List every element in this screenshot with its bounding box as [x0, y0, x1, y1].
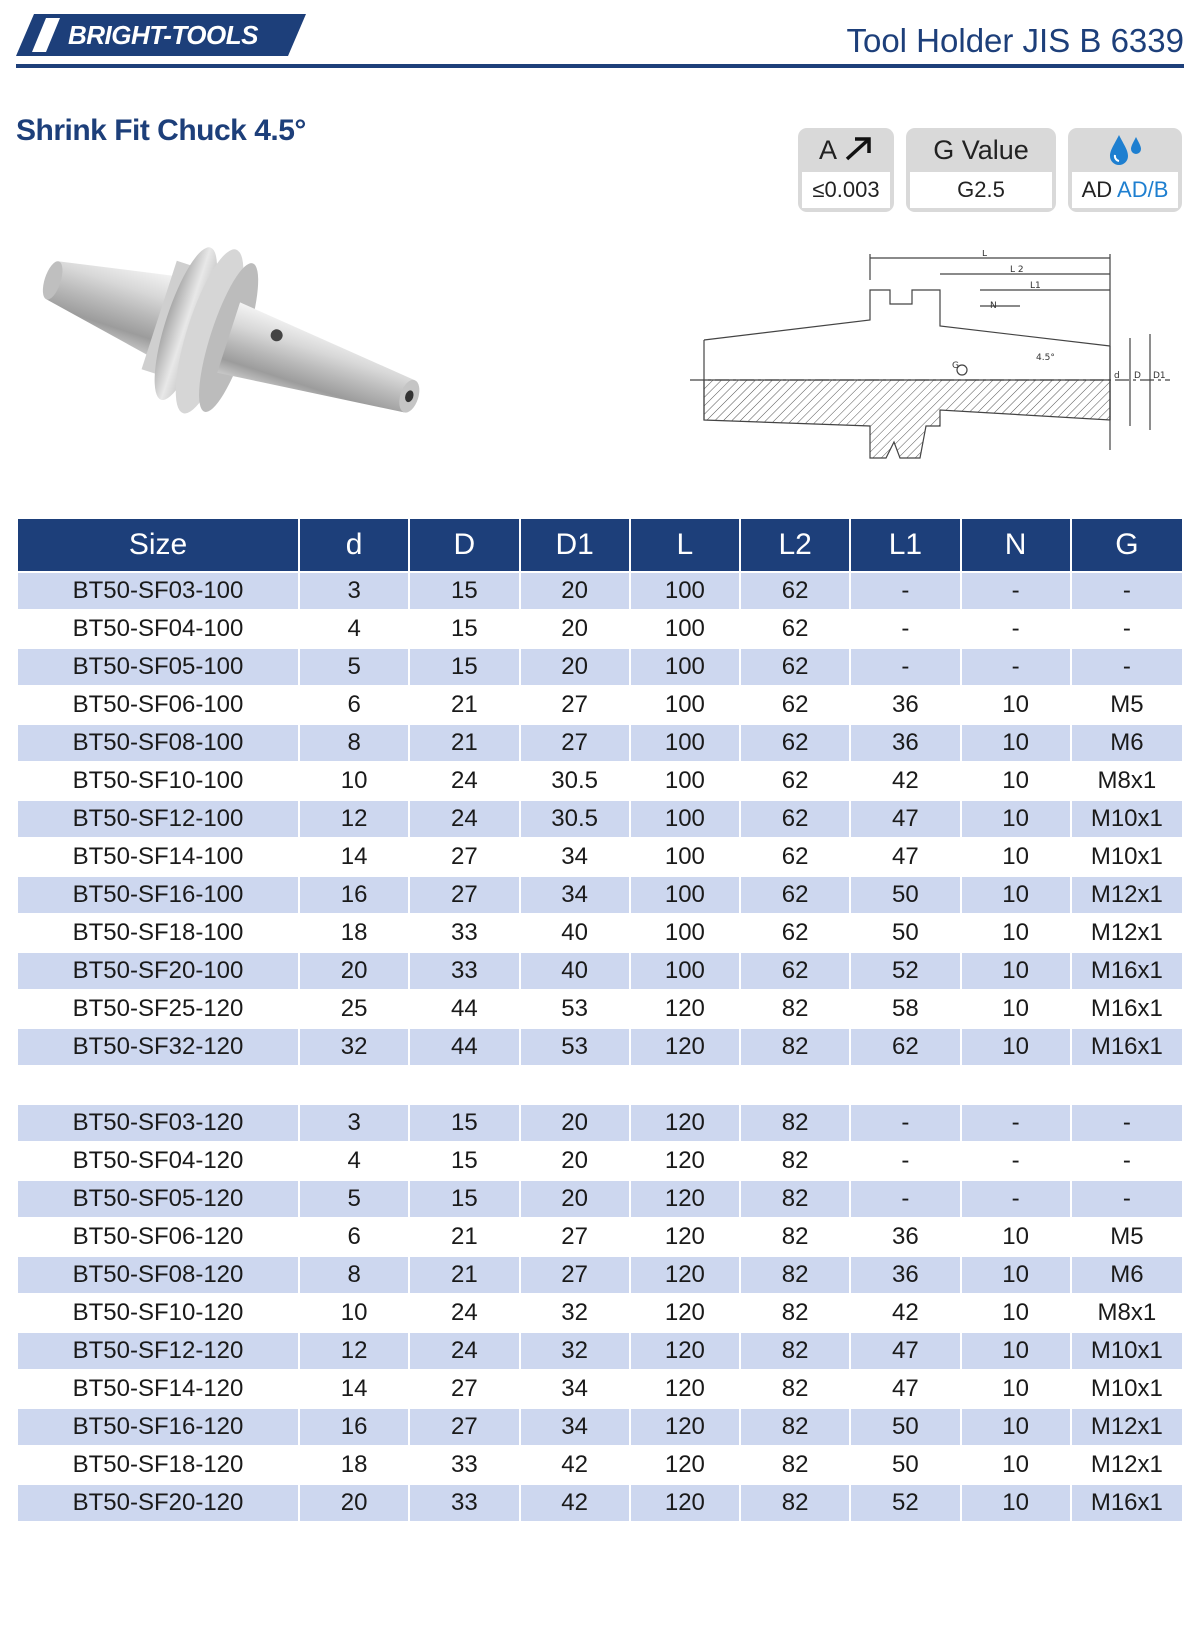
cell-d1: 27: [521, 1217, 631, 1255]
dim-label-N: N: [990, 301, 997, 311]
cell-size: BT50-SF08-100: [18, 723, 300, 761]
cell-l2: 82: [741, 1445, 851, 1483]
cell-l1: 47: [851, 1369, 961, 1407]
cell-l: 120: [631, 1445, 741, 1483]
cell-g: M16x1: [1072, 989, 1182, 1027]
cell-d1: 20: [521, 609, 631, 647]
cell-d: 27: [410, 875, 520, 913]
column-header-l: L: [631, 519, 741, 571]
cell-d: 27: [410, 837, 520, 875]
cell-size: BT50-SF32-120: [18, 1027, 300, 1065]
cell-l: 120: [631, 1483, 741, 1521]
cell-l2: 62: [741, 761, 851, 799]
column-header-l2: L2: [741, 519, 851, 571]
cell-l1: 50: [851, 875, 961, 913]
cell-n: 10: [962, 1293, 1072, 1331]
cell-l: 120: [631, 1255, 741, 1293]
dim-label-angle: 4.5°: [1036, 353, 1055, 363]
cell-d1: 42: [521, 1445, 631, 1483]
dim-label-d: d: [1114, 371, 1120, 381]
cell-size: BT50-SF14-100: [18, 837, 300, 875]
cell-g: M16x1: [1072, 951, 1182, 989]
cell-d: 5: [300, 647, 410, 685]
cell-d: 14: [300, 837, 410, 875]
cell-l2: 62: [741, 647, 851, 685]
cell-n: 10: [962, 1255, 1072, 1293]
dim-label-L2: L 2: [1010, 265, 1024, 275]
cell-l2: 82: [741, 1407, 851, 1445]
cell-d: 6: [300, 1217, 410, 1255]
cell-l1: 36: [851, 723, 961, 761]
cell-l1: -: [851, 1179, 961, 1217]
cell-g: M5: [1072, 1217, 1182, 1255]
cell-l1: 62: [851, 1027, 961, 1065]
cell-d: 15: [410, 1141, 520, 1179]
cell-l1: -: [851, 1103, 961, 1141]
cell-g: -: [1072, 1103, 1182, 1141]
cell-d1: 34: [521, 1369, 631, 1407]
cell-l2: 62: [741, 875, 851, 913]
cell-l: 120: [631, 1103, 741, 1141]
table-row: [18, 1293, 1182, 1331]
cell-d: 3: [300, 571, 410, 609]
table-row: [18, 951, 1182, 989]
cell-d1: 34: [521, 875, 631, 913]
cell-l2: 62: [741, 799, 851, 837]
cell-d: 21: [410, 1255, 520, 1293]
cell-g: M6: [1072, 723, 1182, 761]
cell-g: M10x1: [1072, 1369, 1182, 1407]
spacer-cell: [18, 1065, 1182, 1103]
cell-l: 120: [631, 1217, 741, 1255]
cell-l1: 36: [851, 1255, 961, 1293]
cell-n: 10: [962, 685, 1072, 723]
cell-size: BT50-SF10-100: [18, 761, 300, 799]
cell-d: 33: [410, 1483, 520, 1521]
cell-size: BT50-SF04-100: [18, 609, 300, 647]
cell-l1: 50: [851, 913, 961, 951]
cell-d: 5: [300, 1179, 410, 1217]
cell-l1: 47: [851, 837, 961, 875]
page-header: [16, 14, 1184, 70]
cell-n: 10: [962, 951, 1072, 989]
table-row: [18, 609, 1182, 647]
cell-d: 21: [410, 723, 520, 761]
cell-l: 120: [631, 1369, 741, 1407]
cell-l: 100: [631, 799, 741, 837]
cell-d1: 32: [521, 1331, 631, 1369]
cell-d: 15: [410, 647, 520, 685]
column-header-d1: D1: [521, 519, 631, 571]
table-row: [18, 1407, 1182, 1445]
cell-d1: 20: [521, 1141, 631, 1179]
cell-n: -: [962, 609, 1072, 647]
cell-l: 100: [631, 723, 741, 761]
cell-d1: 27: [521, 1255, 631, 1293]
cell-l2: 62: [741, 723, 851, 761]
cell-l2: 82: [741, 1141, 851, 1179]
cell-size: BT50-SF18-120: [18, 1445, 300, 1483]
cell-size: BT50-SF03-120: [18, 1103, 300, 1141]
accuracy-label: A: [818, 135, 836, 165]
cell-l2: 82: [741, 1483, 851, 1521]
cell-size: BT50-SF14-120: [18, 1369, 300, 1407]
table-row: [18, 685, 1182, 723]
cell-l2: 62: [741, 609, 851, 647]
table-row: [18, 761, 1182, 799]
column-header-n: N: [962, 519, 1072, 571]
table-row: [18, 1331, 1182, 1369]
cell-n: 10: [962, 1445, 1072, 1483]
cell-d: 15: [410, 1103, 520, 1141]
cell-size: BT50-SF06-120: [18, 1217, 300, 1255]
cell-n: 10: [962, 1369, 1072, 1407]
cell-d: 15: [410, 1179, 520, 1217]
cell-l2: 62: [741, 913, 851, 951]
cell-d: 18: [300, 913, 410, 951]
cell-d: 14: [300, 1369, 410, 1407]
cell-n: 10: [962, 799, 1072, 837]
cell-l1: -: [851, 647, 961, 685]
cell-d: 12: [300, 1331, 410, 1369]
cell-size: BT50-SF25-120: [18, 989, 300, 1027]
cell-n: 10: [962, 1027, 1072, 1065]
cell-size: BT50-SF12-120: [18, 1331, 300, 1369]
cell-g: M10x1: [1072, 1331, 1182, 1369]
table-row: [18, 1103, 1182, 1141]
table-row: [18, 571, 1182, 609]
coolant-value: [1072, 172, 1178, 208]
cell-d1: 34: [521, 837, 631, 875]
cell-l2: 62: [741, 685, 851, 723]
cell-l2: 62: [741, 837, 851, 875]
cell-d: 3: [300, 1103, 410, 1141]
table-row: [18, 647, 1182, 685]
cell-l1: -: [851, 609, 961, 647]
dim-label-L: L: [982, 250, 988, 259]
cell-d1: 20: [521, 1103, 631, 1141]
cell-l2: 82: [741, 1217, 851, 1255]
cell-size: BT50-SF12-100: [18, 799, 300, 837]
table-row: [18, 799, 1182, 837]
cell-l2: 82: [741, 1103, 851, 1141]
cell-d: 33: [410, 913, 520, 951]
cell-size: BT50-SF04-120: [18, 1141, 300, 1179]
cell-l2: 82: [741, 1255, 851, 1293]
table-body: [18, 571, 1182, 1521]
cell-l: 120: [631, 1293, 741, 1331]
cell-d1: 30.5: [521, 799, 631, 837]
table-row: [18, 1179, 1182, 1217]
cell-l1: 50: [851, 1445, 961, 1483]
cell-l1: 47: [851, 799, 961, 837]
cell-d: 44: [410, 989, 520, 1027]
cell-d: 24: [410, 1293, 520, 1331]
cell-d: 16: [300, 1407, 410, 1445]
cell-l: 120: [631, 1407, 741, 1445]
cell-l2: 82: [741, 1179, 851, 1217]
cell-l: 120: [631, 1027, 741, 1065]
cell-l: 120: [631, 1179, 741, 1217]
dim-label-G: G: [952, 361, 959, 371]
cell-l: 100: [631, 875, 741, 913]
cell-g: M12x1: [1072, 913, 1182, 951]
cell-l1: 42: [851, 761, 961, 799]
cell-g: M8x1: [1072, 761, 1182, 799]
cell-l2: 62: [741, 571, 851, 609]
cell-d: 16: [300, 875, 410, 913]
table-header-row: [18, 519, 1182, 571]
cell-g: M6: [1072, 1255, 1182, 1293]
cell-d1: 27: [521, 723, 631, 761]
cell-l1: 58: [851, 989, 961, 1027]
coolant-badge: [1068, 128, 1182, 212]
dim-label-D1: D1: [1153, 371, 1166, 381]
cell-d1: 20: [521, 571, 631, 609]
cell-d1: 34: [521, 1407, 631, 1445]
cell-d1: 20: [521, 1179, 631, 1217]
cell-size: BT50-SF16-100: [18, 875, 300, 913]
coolant-icon-row: [1068, 128, 1182, 172]
cell-d: 8: [300, 1255, 410, 1293]
cell-n: 10: [962, 1331, 1072, 1369]
cell-l: 100: [631, 837, 741, 875]
cell-l2: 82: [741, 1369, 851, 1407]
cell-n: 10: [962, 913, 1072, 951]
cell-g: M12x1: [1072, 1445, 1182, 1483]
table-row: [18, 913, 1182, 951]
document-title: Tool Holder JIS B 6339: [846, 22, 1184, 59]
cell-d1: 53: [521, 1027, 631, 1065]
cell-l1: 52: [851, 951, 961, 989]
dim-label-L1: L1: [1030, 281, 1041, 291]
cell-size: BT50-SF20-120: [18, 1483, 300, 1521]
runout-arrow-icon: [843, 136, 873, 162]
cell-d1: 53: [521, 989, 631, 1027]
cell-n: 10: [962, 875, 1072, 913]
cell-d: 24: [410, 761, 520, 799]
cell-d1: 20: [521, 647, 631, 685]
cell-n: 10: [962, 1217, 1072, 1255]
coolant-value-accent: AD/B: [1117, 177, 1169, 202]
cell-n: 10: [962, 989, 1072, 1027]
table-row: [18, 837, 1182, 875]
cell-l1: 47: [851, 1331, 961, 1369]
column-header-g: G: [1072, 519, 1182, 571]
cell-l1: -: [851, 1141, 961, 1179]
table-row: [18, 1445, 1182, 1483]
cell-n: -: [962, 1103, 1072, 1141]
cell-l2: 82: [741, 1293, 851, 1331]
cell-l: 100: [631, 685, 741, 723]
cell-d: 24: [410, 1331, 520, 1369]
cell-l: 100: [631, 609, 741, 647]
dim-label-D: D: [1134, 371, 1141, 381]
cell-n: 10: [962, 1407, 1072, 1445]
cell-d: 15: [410, 609, 520, 647]
cell-l2: 82: [741, 1027, 851, 1065]
cell-d: 24: [410, 799, 520, 837]
cell-d: 21: [410, 1217, 520, 1255]
cell-size: BT50-SF08-120: [18, 1255, 300, 1293]
brand-name: BRIGHT-TOOLS: [68, 20, 258, 50]
cell-d: 44: [410, 1027, 520, 1065]
cell-d: 15: [410, 571, 520, 609]
cell-n: 10: [962, 761, 1072, 799]
cell-g: M12x1: [1072, 875, 1182, 913]
cell-g: M16x1: [1072, 1027, 1182, 1065]
cell-d: 18: [300, 1445, 410, 1483]
cell-g: M8x1: [1072, 1293, 1182, 1331]
brand-logo: [16, 14, 306, 56]
cell-l1: 36: [851, 1217, 961, 1255]
cell-l: 100: [631, 761, 741, 799]
cell-d1: 40: [521, 913, 631, 951]
cell-n: 10: [962, 837, 1072, 875]
cell-d: 21: [410, 685, 520, 723]
cell-n: -: [962, 647, 1072, 685]
accuracy-badge: [798, 128, 894, 212]
technical-drawing: [690, 250, 1180, 474]
cell-d: 27: [410, 1407, 520, 1445]
cell-g: M12x1: [1072, 1407, 1182, 1445]
cell-n: 10: [962, 1483, 1072, 1521]
cell-d: 4: [300, 609, 410, 647]
header-divider: [16, 64, 1184, 68]
column-header-d: D: [410, 519, 520, 571]
cell-l1: -: [851, 571, 961, 609]
cell-g: M10x1: [1072, 799, 1182, 837]
cell-g: M10x1: [1072, 837, 1182, 875]
coolant-value-plain: AD: [1081, 177, 1113, 202]
accuracy-value: ≤0.003: [802, 172, 890, 208]
dimensions-table: [18, 519, 1182, 1521]
cell-size: BT50-SF05-100: [18, 647, 300, 685]
cell-l: 100: [631, 951, 741, 989]
column-header-d: d: [300, 519, 410, 571]
cell-d: 10: [300, 1293, 410, 1331]
cell-g: -: [1072, 647, 1182, 685]
cell-d: 33: [410, 951, 520, 989]
table-row: [18, 1369, 1182, 1407]
table-row: [18, 1483, 1182, 1521]
cell-d: 25: [300, 989, 410, 1027]
cell-d: 4: [300, 1141, 410, 1179]
product-title: Shrink Fit Chuck 4.5°: [16, 114, 306, 147]
cell-d: 20: [300, 1483, 410, 1521]
cell-d: 12: [300, 799, 410, 837]
cell-d1: 32: [521, 1293, 631, 1331]
cell-l2: 82: [741, 989, 851, 1027]
cell-size: BT50-SF10-120: [18, 1293, 300, 1331]
cell-size: BT50-SF20-100: [18, 951, 300, 989]
cell-g: -: [1072, 609, 1182, 647]
table-row: [18, 875, 1182, 913]
table-row: [18, 723, 1182, 761]
table-row: [18, 1027, 1182, 1065]
cell-l1: 36: [851, 685, 961, 723]
cell-n: -: [962, 1179, 1072, 1217]
cell-g: -: [1072, 571, 1182, 609]
cell-g: M16x1: [1072, 1483, 1182, 1521]
table-row: [18, 989, 1182, 1027]
cell-n: -: [962, 1141, 1072, 1179]
cell-size: BT50-SF06-100: [18, 685, 300, 723]
cell-d1: 30.5: [521, 761, 631, 799]
cell-d1: 40: [521, 951, 631, 989]
cell-d: 27: [410, 1369, 520, 1407]
cell-d: 20: [300, 951, 410, 989]
cell-size: BT50-SF16-120: [18, 1407, 300, 1445]
cell-d: 33: [410, 1445, 520, 1483]
cell-d: 8: [300, 723, 410, 761]
cell-l1: 52: [851, 1483, 961, 1521]
cell-d: 10: [300, 761, 410, 799]
cell-l2: 82: [741, 1331, 851, 1369]
product-photo: [18, 228, 468, 492]
cell-d1: 42: [521, 1483, 631, 1521]
cell-l: 120: [631, 1141, 741, 1179]
cell-size: BT50-SF18-100: [18, 913, 300, 951]
table-row: [18, 1217, 1182, 1255]
cell-d: 6: [300, 685, 410, 723]
table-row: [18, 1255, 1182, 1293]
coolant-drops-icon: [1105, 131, 1145, 169]
cell-d: 32: [300, 1027, 410, 1065]
cell-l2: 62: [741, 951, 851, 989]
cell-l: 100: [631, 913, 741, 951]
table-row: [18, 1141, 1182, 1179]
column-header-l1: L1: [851, 519, 961, 571]
g-value-label: G Value: [933, 135, 1029, 165]
cell-l: 120: [631, 1331, 741, 1369]
g-value-badge: [906, 128, 1056, 212]
g-value-value: G2.5: [910, 172, 1052, 208]
cell-l: 100: [631, 571, 741, 609]
cell-n: -: [962, 571, 1072, 609]
cell-size: BT50-SF05-120: [18, 1179, 300, 1217]
cell-d1: 27: [521, 685, 631, 723]
cell-n: 10: [962, 723, 1072, 761]
accuracy-label-row: [798, 128, 894, 172]
cell-l1: 50: [851, 1407, 961, 1445]
column-header-size: Size: [18, 519, 300, 571]
cell-g: M5: [1072, 685, 1182, 723]
cell-l: 100: [631, 647, 741, 685]
cell-l: 120: [631, 989, 741, 1027]
cell-size: BT50-SF03-100: [18, 571, 300, 609]
group-spacer: [18, 1065, 1182, 1103]
cell-g: -: [1072, 1141, 1182, 1179]
cell-l1: 42: [851, 1293, 961, 1331]
cell-g: -: [1072, 1179, 1182, 1217]
